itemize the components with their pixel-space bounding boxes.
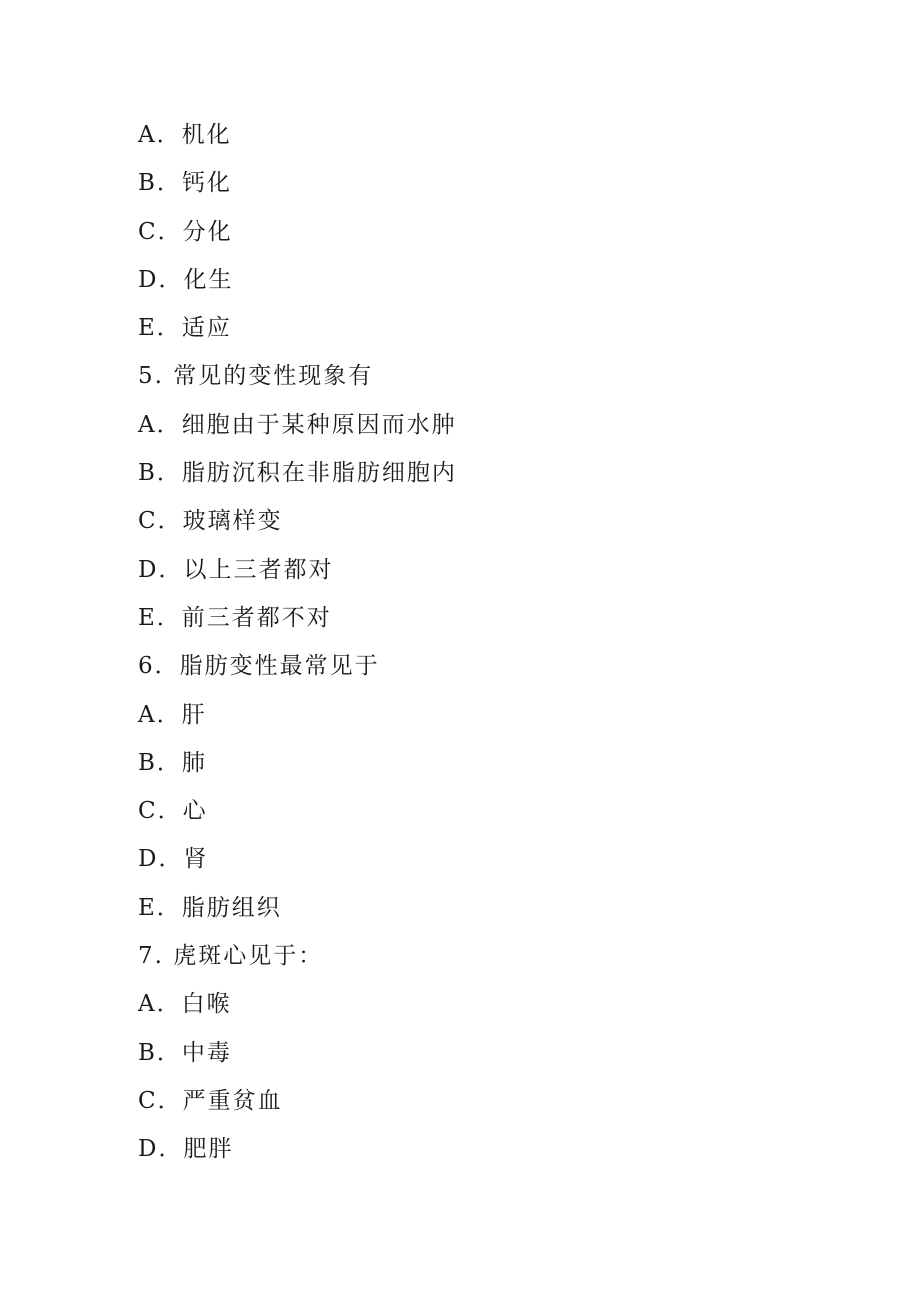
option-line: C．分化	[138, 218, 233, 245]
option-line: B．钙化	[138, 170, 232, 197]
option-line: A．白喉	[138, 991, 232, 1018]
option-line: D．肾	[138, 846, 209, 873]
option-line: C．玻璃样变	[138, 508, 283, 535]
option-line: D．肥胖	[138, 1136, 234, 1163]
option-line: A．细胞由于某种原因而水肿	[138, 411, 457, 438]
option-line: B．脂肪沉积在非脂肪细胞内	[138, 460, 457, 487]
option-line: E．适应	[138, 315, 232, 342]
option-line: C．心	[138, 798, 208, 825]
option-line: B．肺	[138, 749, 207, 776]
option-line: E．前三者都不对	[138, 604, 332, 631]
option-line: D．化生	[138, 266, 234, 293]
option-line: A．肝	[138, 701, 207, 728]
option-line: E．脂肪组织	[138, 894, 282, 921]
question-list	[138, 111, 457, 1174]
question-line: 7. 虎斑心见于：	[138, 943, 324, 970]
question-line: 5. 常见的变性现象有	[138, 363, 374, 390]
option-line: C．严重贫血	[138, 1087, 283, 1114]
option-line: B．中毒	[138, 1039, 232, 1066]
option-line: D．以上三者都对	[138, 556, 334, 583]
question-line: 6．脂肪变性最常见于	[138, 653, 380, 680]
option-line: A．机化	[138, 122, 232, 148]
